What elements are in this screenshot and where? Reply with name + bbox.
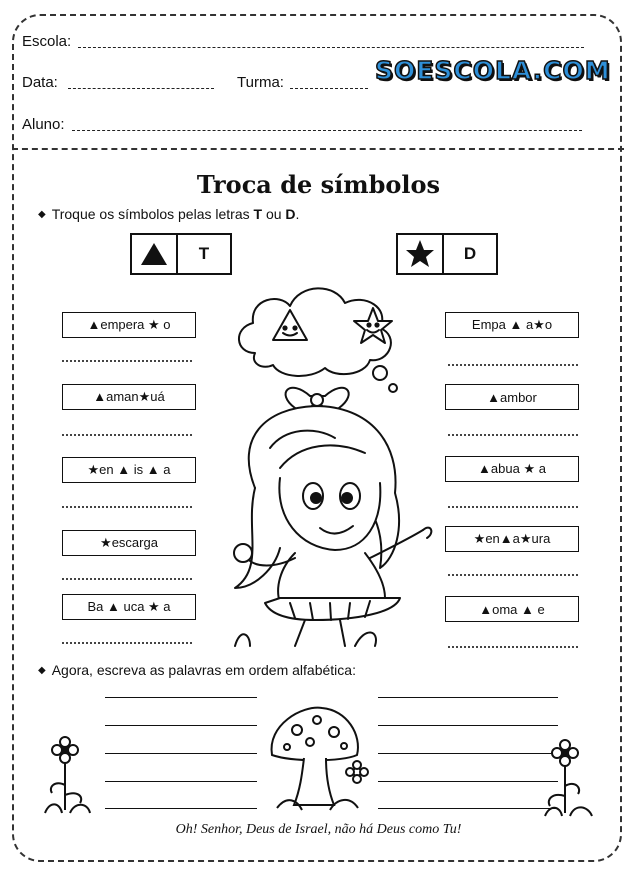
data-label: Data: xyxy=(22,74,58,91)
escola-field[interactable] xyxy=(78,47,584,48)
instruction-1-text: Troque os símbolos pelas letras xyxy=(51,206,254,222)
answer-line-right-2[interactable] xyxy=(448,434,578,436)
page-title: Troca de símbolos xyxy=(196,170,441,199)
writing-line-right-2[interactable] xyxy=(378,725,558,726)
answer-line-left-1[interactable] xyxy=(62,360,192,362)
answer-line-right-3[interactable] xyxy=(448,506,578,508)
writing-line-left-4[interactable] xyxy=(105,781,257,782)
writing-line-right-5[interactable] xyxy=(378,808,558,809)
writing-line-left-2[interactable] xyxy=(105,725,257,726)
answer-line-left-2[interactable] xyxy=(62,434,192,436)
writing-line-right-3[interactable] xyxy=(378,753,558,754)
word-box-right-1: Empa ▲ a★o xyxy=(445,312,579,338)
writing-line-right-1[interactable] xyxy=(378,697,558,698)
instruction-1 xyxy=(38,206,299,222)
flower-icon xyxy=(540,738,600,818)
answer-line-right-1[interactable] xyxy=(448,364,578,366)
mushroom-illustration xyxy=(262,700,372,815)
data-field[interactable] xyxy=(68,88,214,89)
bullet-icon: ◆ xyxy=(38,665,46,676)
word-box-left-5: Ba ▲ uca ★ a xyxy=(62,594,196,620)
instruction-1-or: ou xyxy=(262,206,286,222)
aluno-label: Aluno: xyxy=(22,116,65,133)
triangle-icon xyxy=(132,235,176,273)
writing-line-right-4[interactable] xyxy=(378,781,558,782)
answer-line-left-3[interactable] xyxy=(62,506,192,508)
site-logo: SOESCOLA.COM xyxy=(375,56,611,85)
instruction-2-text: Agora, escreva as palavras em ordem alfabética: xyxy=(51,662,356,678)
escola-label: Escola: xyxy=(22,33,72,50)
word-box-left-3: ★en ▲ is ▲ a xyxy=(62,457,196,483)
aluno-field[interactable] xyxy=(72,130,582,131)
key-letter-t: T xyxy=(176,235,230,273)
word-box-left-2: ▲aman★uá xyxy=(62,384,196,410)
turma-label: Turma: xyxy=(237,74,284,91)
girl-illustration xyxy=(195,268,435,648)
writing-line-left-1[interactable] xyxy=(105,697,257,698)
instruction-2 xyxy=(38,662,356,678)
answer-line-right-5[interactable] xyxy=(448,646,578,648)
letter-d: D xyxy=(285,206,296,222)
word-box-left-4: ★escarga xyxy=(62,530,196,556)
bullet-icon: ◆ xyxy=(38,209,46,220)
instruction-1-end: . xyxy=(295,206,300,222)
flower-icon xyxy=(40,735,100,815)
header-divider xyxy=(12,148,624,150)
word-box-right-3: ▲abua ★ a xyxy=(445,456,579,482)
footer-verse: Oh! Senhor, Deus de Israel, não há Deus como Tu! xyxy=(175,822,462,837)
key-letter-d: D xyxy=(442,235,496,273)
word-box-right-4: ★en▲a★ura xyxy=(445,526,579,552)
writing-line-left-3[interactable] xyxy=(105,753,257,754)
answer-line-left-4[interactable] xyxy=(62,578,192,580)
answer-line-left-5[interactable] xyxy=(62,642,192,644)
word-box-right-2: ▲ambor xyxy=(445,384,579,410)
letter-t: T xyxy=(253,206,263,222)
writing-line-left-5[interactable] xyxy=(105,808,257,809)
word-box-left-1: ▲empera ★ o xyxy=(62,312,196,338)
answer-line-right-4[interactable] xyxy=(448,574,578,576)
turma-field[interactable] xyxy=(290,88,368,89)
word-box-right-5: ▲oma ▲ e xyxy=(445,596,579,622)
